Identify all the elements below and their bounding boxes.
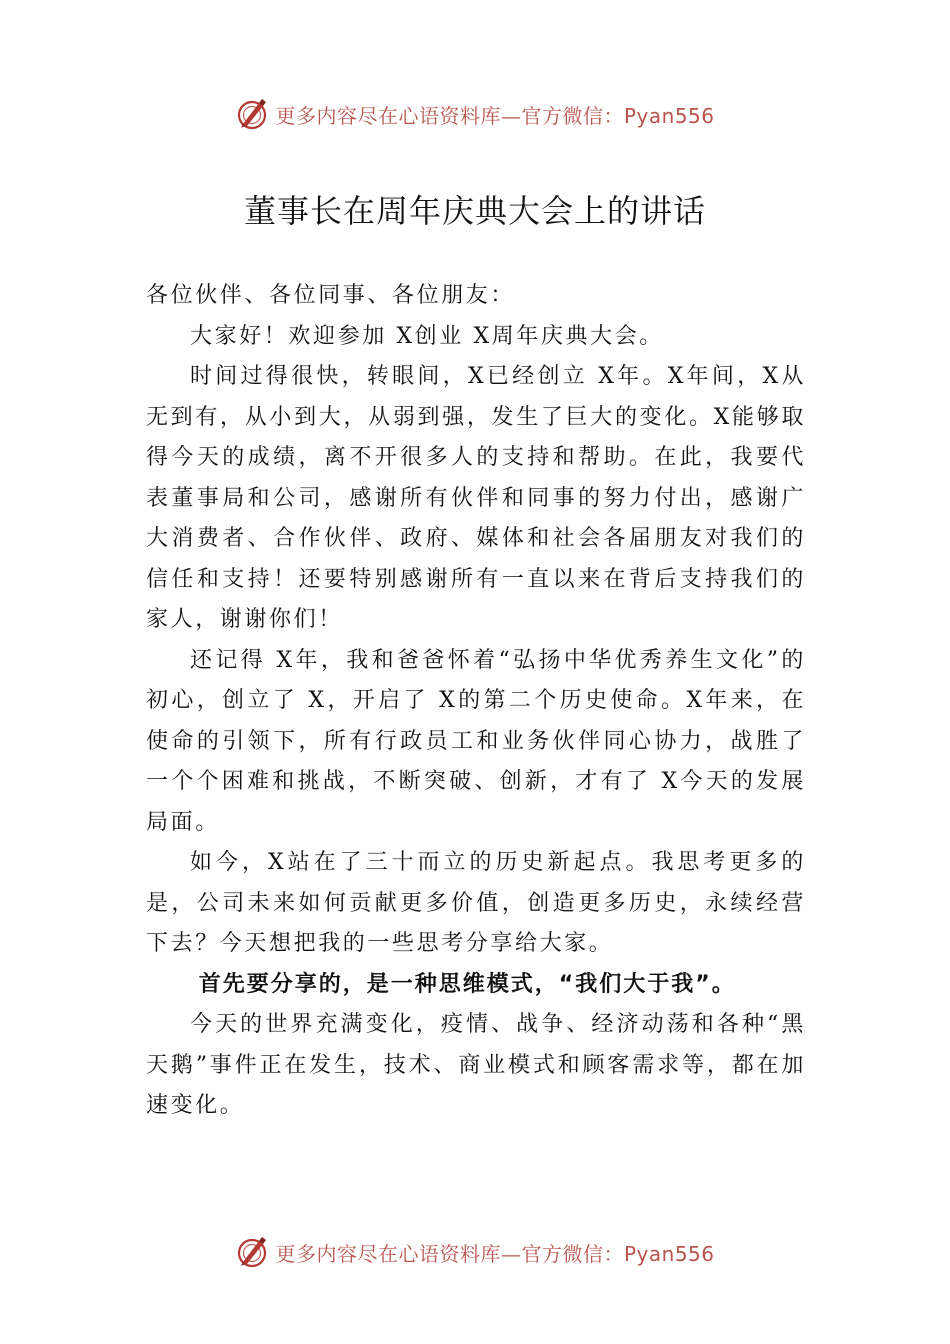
header-banner xyxy=(0,94,950,134)
paragraph: 还记得 X年，我和爸爸怀着“弘扬中华优秀养生文化”的初心，创立了 X，开启了 X的第二个历史使命。X年来，在使命的引领下，所有行政员工和业务伙伴同心协力，战胜了一个个困难和挑战，不断突破、创新，才有了 X今天的发展局面。 xyxy=(146,647,806,835)
salutation: 各位伙伴、各位同事、各位朋友： xyxy=(146,283,516,308)
paragraph: 大家好！欢迎参加 X创业 X周年庆典大会。 xyxy=(190,323,664,349)
paragraph: 如今，X站在了三十而立的历史新起点。我思考更多的是，公司未来如何贡献更多价值，创造更多历史，永续经营下去？今天想把我的一些思考分享给大家。 xyxy=(146,850,806,956)
banner-text: 更多内容尽在心语资料库—官方微信：Pyan556 xyxy=(275,103,715,128)
paragraph: 时间过得很快，转眼间，X已经创立 X年。X年间，X从无到有，从小到大，从弱到强，发生了巨大的变化。X能够取得今天的成绩，离不开很多人的支持和帮助。在此，我要代表董事局和公司，感谢所有伙伴和同事的努力付出，感谢广大消费者、合作伙伴、政府、媒体和社会各届朋友对我们的信任和支持！还要特别感谢所有一直以来在背后支持我们的家人，谢谢你们！ xyxy=(146,364,806,632)
document-body xyxy=(146,276,806,1127)
banner-text: 更多内容尽在心语资料库—官方微信：Pyan556 xyxy=(275,1241,715,1266)
paragraph: 今天的世界充满变化，疫情、战争、经济动荡和各种“黑天鹅”事件正在发生，技术、商业模式和顾客需求等，都在加速变化。 xyxy=(146,1012,806,1118)
pen-logo-icon xyxy=(235,1235,269,1269)
bold-heading-paragraph: 首先要分享的，是一种思维模式，“我们大于我”。 xyxy=(198,971,736,997)
pen-logo-icon xyxy=(235,97,269,131)
page-title: 董事长在周年庆典大会上的讲话 xyxy=(243,192,706,230)
footer-banner xyxy=(0,1232,950,1272)
wechat-id: Pyan556 xyxy=(623,103,715,128)
wechat-id: Pyan556 xyxy=(623,1241,715,1266)
